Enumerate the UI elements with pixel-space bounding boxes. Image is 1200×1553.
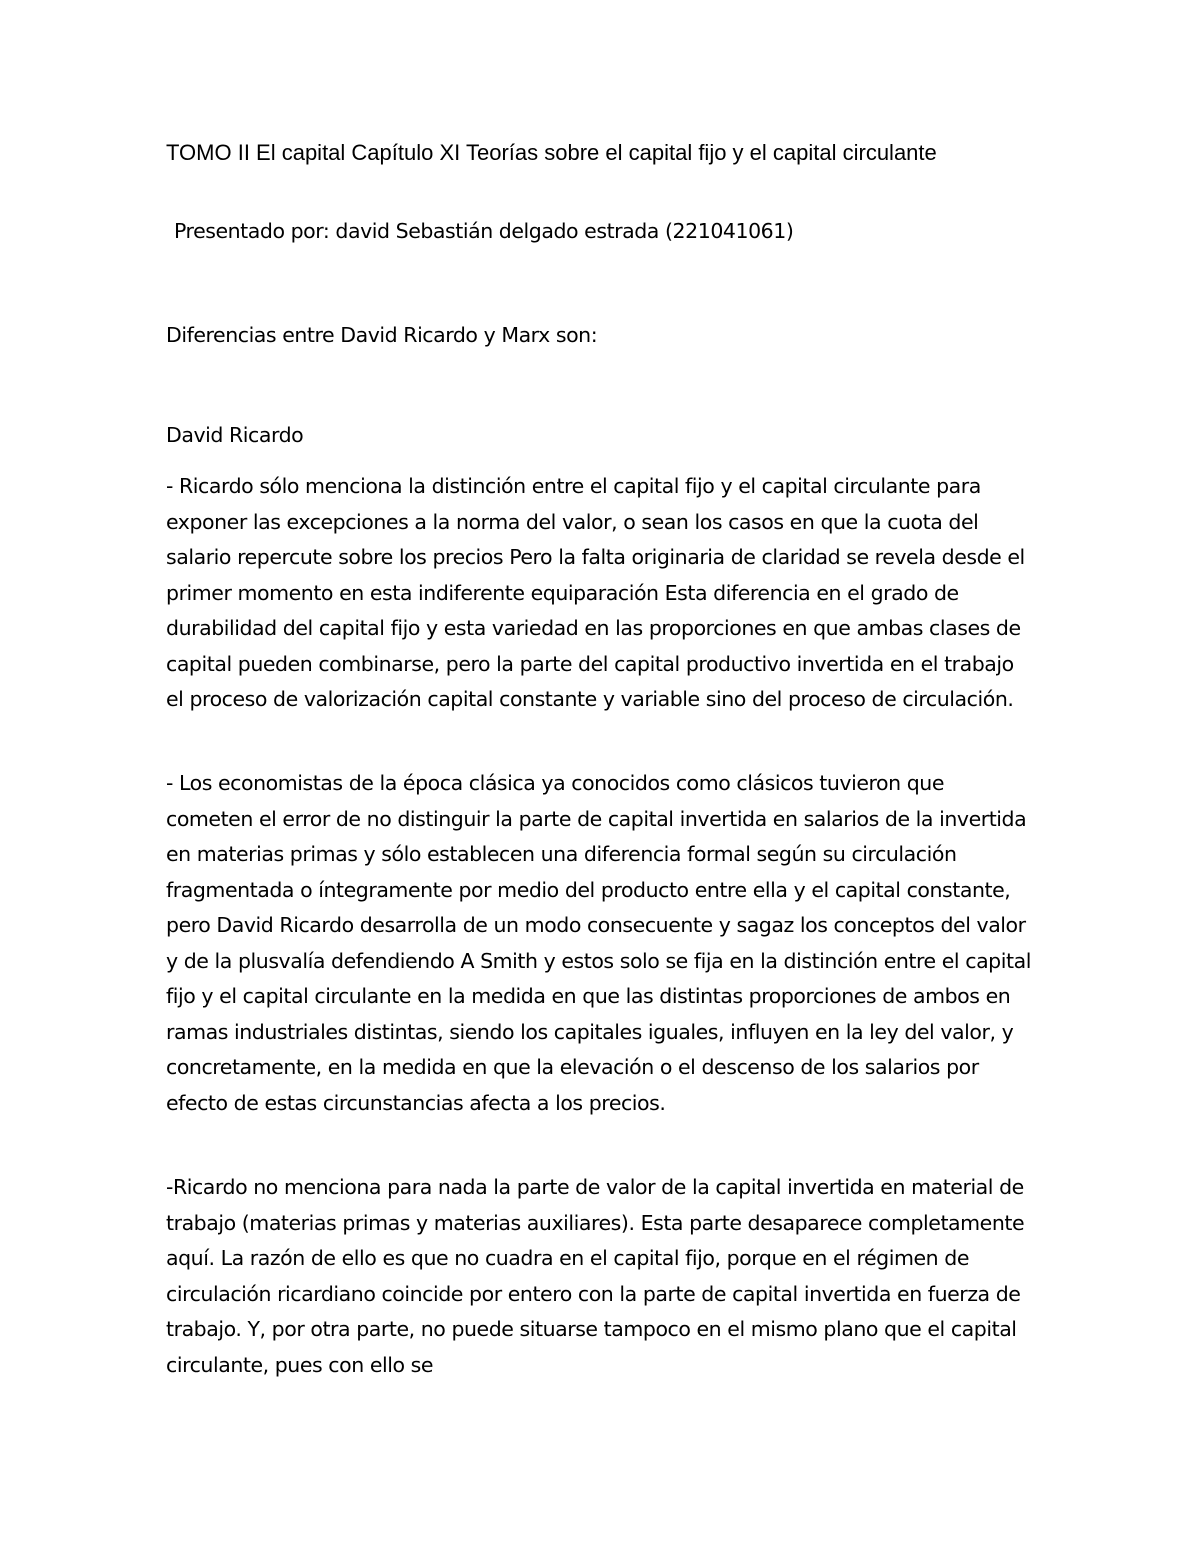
presenter-line: Presentado por: david Sebastián delgado estrada (221041061) (174, 219, 794, 243)
document-title: TOMO II El capital Capítulo XI Teorías sobre el capital fijo y el capital circulante (166, 140, 937, 165)
paragraph: - Los economistas de la época clásica ya conocidos como clásicos tuvieron que cometen el error de no distinguir la parte de capital invertida en salarios de la invertida en materias primas y sólo establecen una diferencia formal según su circulación fragmentada o íntegramente por medio del producto entre ella y el capital constante, pero David Ricardo desarrolla de un modo consecuente y sagaz los conceptos del valor y de la plusvalía defendiendo A Smith y estos solo se fija en la distinción entre el capital fijo y el capital circulante en la medida en que las distintas proporciones de ambos en ramas industriales distintas, siendo los capitales iguales, influyen en la ley del valor, y concretamente, en la medida en que la elevación o el descenso de los salarios por efecto de estas circunstancias afecta a los precios. (166, 771, 1031, 1115)
section-heading: David Ricardo (166, 423, 304, 447)
intro-line: Diferencias entre David Ricardo y Marx son: (166, 323, 598, 347)
paragraph: -Ricardo no menciona para nada la parte de valor de la capital invertida en material de trabajo (materias primas y materias auxiliares). Esta parte desaparece completamente aquí. La razón de ello es que no cuadra en el capital fijo, porque en el régimen de circulación ricardiano coincide por entero con la parte de capital invertida en fuerza de trabajo. Y, por otra parte, no puede situarse tampoco en el mismo plano que el capital circulante, pues con ello se (166, 1175, 1025, 1377)
paragraph: - Ricardo sólo menciona la distinción entre el capital fijo y el capital circulante para exponer las excepciones a la norma del valor, o sean los casos en que la cuota del salario repercute sobre los precios Pero la falta originaria de claridad se revela desde el primer momento en esta indiferente equiparación Esta diferencia en el grado de durabilidad del capital fijo y esta variedad en las proporciones en que ambas clases de capital pueden combinarse, pero la parte del capital productivo invertida en el trabajo el proceso de valorización capital constante y variable sino del proceso de circulación. (166, 474, 1025, 711)
